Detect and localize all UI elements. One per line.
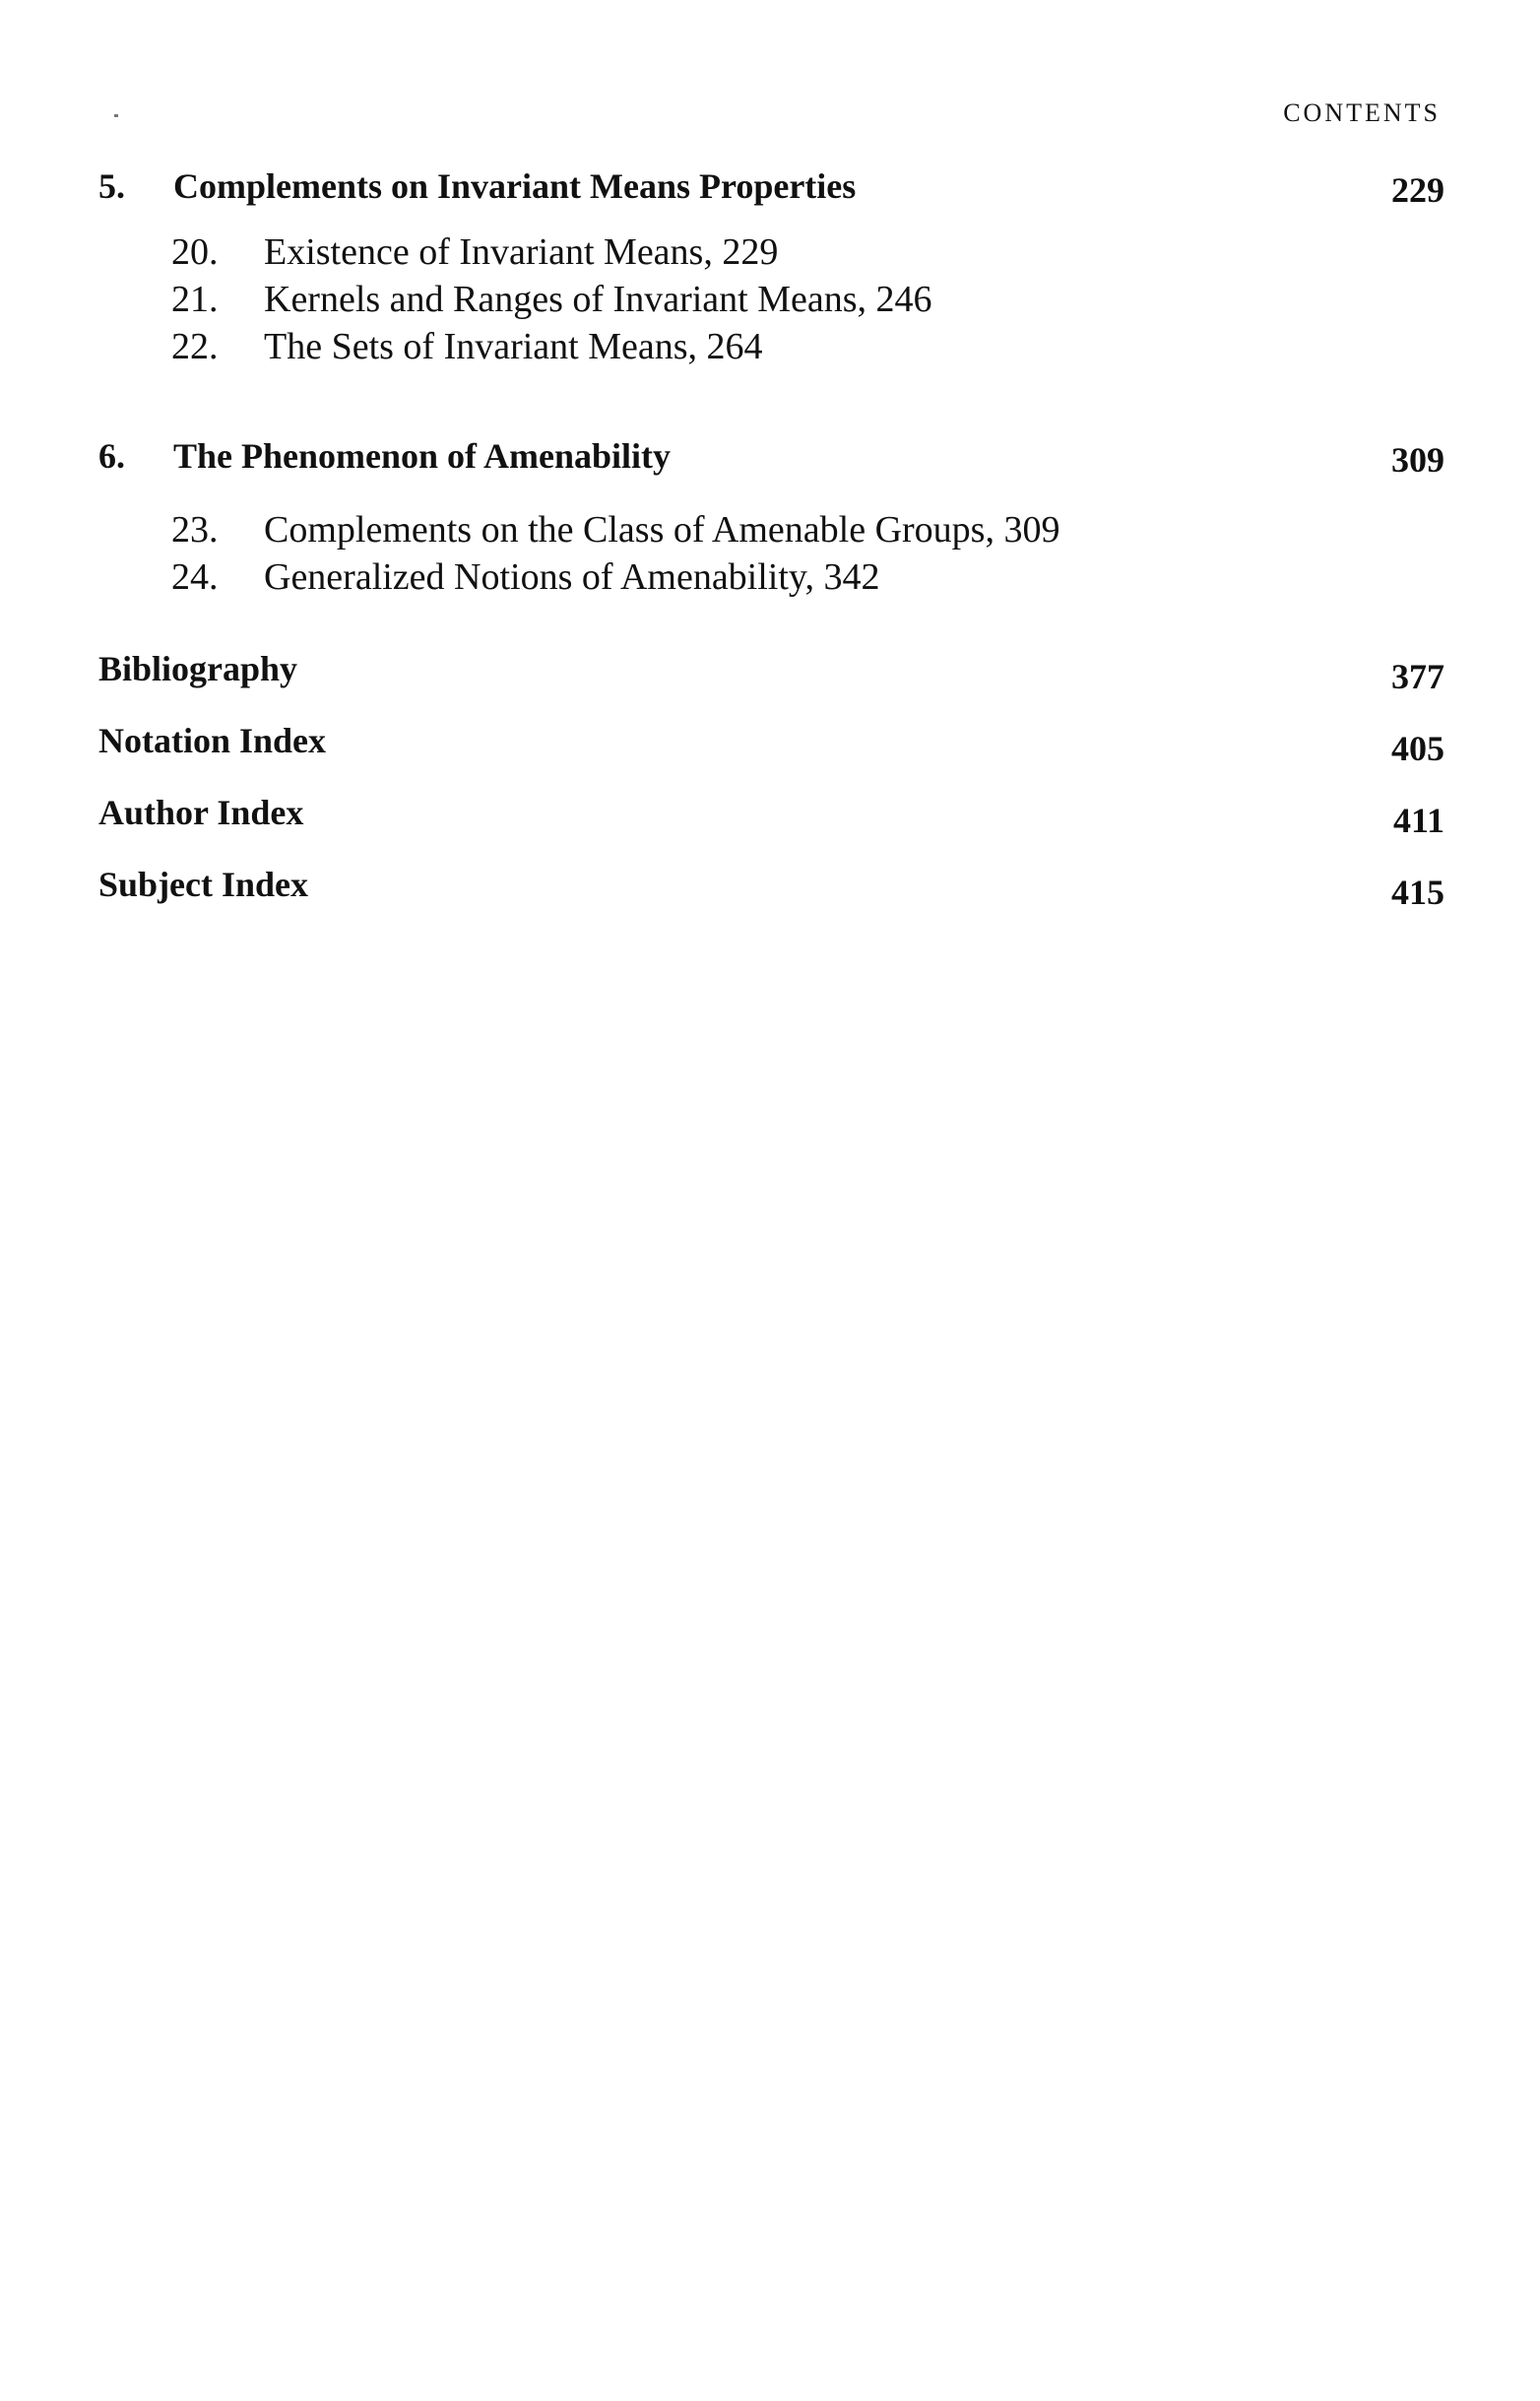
toc-section-24[interactable] xyxy=(0,555,1540,601)
section-number: 20. xyxy=(171,231,219,273)
section-number: 21. xyxy=(171,279,219,320)
toc-notation-index[interactable] xyxy=(0,720,1540,769)
backmatter-title: Notation Index xyxy=(98,721,327,760)
toc-subject-index[interactable] xyxy=(0,864,1540,913)
section-title: Kernels and Ranges of Invariant Means, 246 xyxy=(264,279,932,320)
toc-bibliography[interactable] xyxy=(0,648,1540,697)
toc-section-21[interactable] xyxy=(0,278,1540,323)
toc-author-index[interactable] xyxy=(0,792,1540,841)
backmatter-title: Subject Index xyxy=(98,865,309,904)
backmatter-page-number: 411 xyxy=(1392,801,1444,840)
chapter-page-number: 309 xyxy=(1391,440,1444,480)
chapter-number: 5. xyxy=(98,166,125,206)
section-title: Existence of Invariant Means, 229 xyxy=(264,231,779,273)
backmatter-page-number: 377 xyxy=(1391,657,1444,696)
section-number: 24. xyxy=(171,556,219,598)
section-title: The Sets of Invariant Means, 264 xyxy=(264,326,763,367)
backmatter-page-number: 415 xyxy=(1391,873,1444,912)
toc-section-20[interactable] xyxy=(0,230,1540,276)
chapter-page-number: 229 xyxy=(1391,170,1444,210)
section-title: Generalized Notions of Amenability, 342 xyxy=(264,556,880,598)
scan-speck xyxy=(114,114,118,117)
toc-chapter-5[interactable] xyxy=(0,165,1540,215)
chapter-title: Complements on Invariant Means Properties xyxy=(173,166,857,206)
chapter-title: The Phenomenon of Amenability xyxy=(173,436,672,476)
section-title: Complements on the Class of Amenable Groups, 309 xyxy=(264,509,1060,551)
toc-chapter-6[interactable] xyxy=(0,435,1540,485)
running-head: CONTENTS xyxy=(1283,98,1441,127)
toc-section-22[interactable] xyxy=(0,325,1540,370)
backmatter-page-number: 405 xyxy=(1391,729,1444,768)
section-number: 23. xyxy=(171,509,219,551)
backmatter-title: Author Index xyxy=(98,793,304,832)
toc-section-23[interactable] xyxy=(0,508,1540,553)
backmatter-title: Bibliography xyxy=(98,649,298,688)
section-number: 22. xyxy=(171,326,219,367)
chapter-number: 6. xyxy=(98,436,125,476)
